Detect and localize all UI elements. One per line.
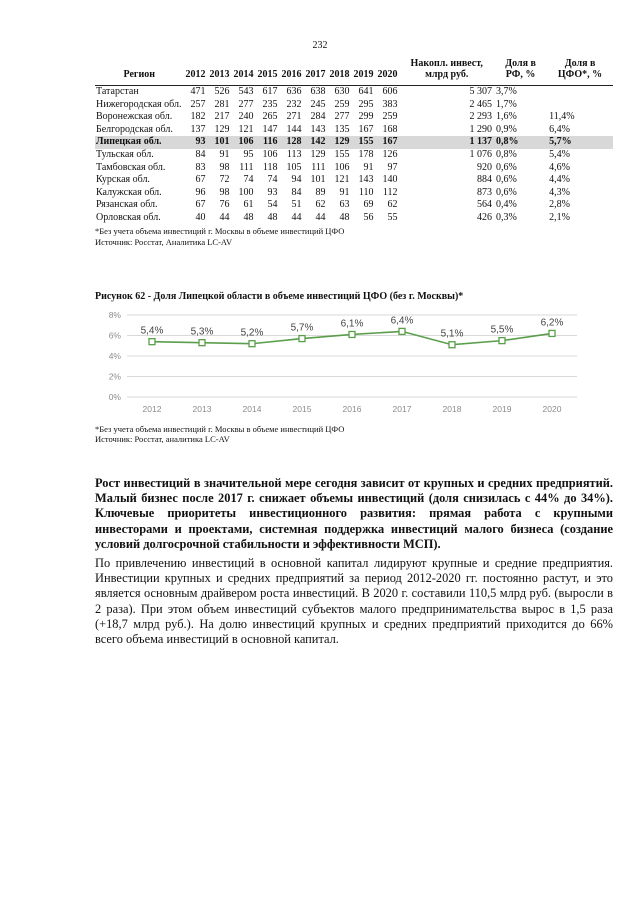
- x-tick-label: 2017: [392, 404, 412, 414]
- cell-region: Курская обл.: [96, 174, 150, 186]
- cell-value: 2 465: [469, 98, 493, 110]
- header-col-8: 2019: [351, 58, 375, 86]
- cell-value: 129: [214, 123, 230, 135]
- data-point: [149, 339, 155, 345]
- cell-region: Рязанская обл.: [96, 199, 158, 211]
- cell-value: 112: [382, 186, 398, 198]
- data-point: [299, 336, 305, 342]
- cell-value: 126: [382, 148, 398, 160]
- x-tick-label: 2019: [492, 404, 512, 414]
- cell-value: 93: [267, 186, 278, 198]
- cell-value: 129: [310, 148, 326, 160]
- cell-value: 920: [477, 161, 493, 173]
- cell-value: 143: [310, 123, 326, 135]
- cell-value: 96: [195, 186, 206, 198]
- cell-value: 240: [238, 111, 254, 123]
- cell-value: 1 290: [469, 123, 493, 135]
- cell-value: 257: [190, 98, 206, 110]
- body-paragraph: По привлечению инвестиций в основной капитал лидируют крупные и средние предприятия. Инвестиции крупных и средних предприятий за период 2012-2020 гг. постоянно растут, и это является основным драйвером роста инвестиций. В 2020 г. составили 110,5 млрд руб. (выросли в 2 раза). При этом объем инвестиций субъектов малого предпринимательства вырос в 1,5 раза (+18,7 млрд руб.). На долю инвестиций крупных и средних предприятий приходится до 66% всего объема инвестиций в основной капитал.: [95, 556, 613, 647]
- cell-value: [547, 99, 613, 112]
- data-point: [399, 328, 405, 334]
- header-col-10: Накопл. инвест, млрд руб.: [399, 58, 494, 86]
- cell-value: 2,1%: [549, 211, 570, 223]
- cell-value: 5,4%: [549, 148, 570, 160]
- cell-value: 129: [327, 136, 351, 149]
- cell-value: 44: [291, 211, 302, 223]
- table-row: [95, 99, 613, 112]
- table-body: [95, 86, 613, 225]
- cell-value: 4,6%: [549, 161, 570, 173]
- cell-value: 167: [358, 123, 374, 135]
- cell-value: 617: [262, 86, 278, 97]
- cell-value: 245: [310, 98, 326, 110]
- cell-value: 40: [195, 211, 206, 223]
- cell-value: 2 293: [469, 111, 493, 123]
- cell-value: 142: [303, 136, 327, 149]
- cell-value: 106: [334, 161, 350, 173]
- data-label: 5,3%: [190, 326, 214, 338]
- x-tick-label: 2018: [442, 404, 462, 414]
- cell-value: 67: [195, 199, 206, 211]
- cell-region: Тамбовская обл.: [96, 161, 166, 173]
- cell-value: 106: [262, 148, 278, 160]
- data-label: 5,2%: [240, 327, 264, 339]
- data-label: 6,1%: [340, 318, 364, 330]
- cell-region: Белгородская обл.: [96, 123, 173, 135]
- header-col-9: 2020: [375, 58, 399, 86]
- cell-value: 471: [190, 86, 206, 97]
- cell-value: 182: [190, 111, 206, 123]
- cell-value: 259: [382, 111, 398, 123]
- table-row: [95, 187, 613, 200]
- y-tick-label: 2%: [108, 371, 121, 382]
- x-tick-label: 2020: [542, 404, 562, 414]
- cell-value: 48: [243, 211, 254, 223]
- cell-value: 48: [267, 211, 278, 223]
- cell-value: 98: [219, 186, 230, 198]
- cell-value: 167: [375, 136, 399, 149]
- cell-value: 144: [286, 123, 302, 135]
- cell-value: 67: [195, 174, 206, 186]
- header-col-12: Доля в ЦФО*, %: [547, 58, 613, 86]
- header-col-6: 2017: [303, 58, 327, 86]
- x-tick-label: 2013: [192, 404, 212, 414]
- y-tick-label: 6%: [108, 330, 121, 341]
- cell-value: 72: [219, 174, 230, 186]
- cell-value: 101: [310, 174, 326, 186]
- table-row: [95, 111, 613, 124]
- cell-value: 1 076: [469, 148, 493, 160]
- cell-value: 98: [219, 161, 230, 173]
- data-label: 5,4%: [140, 325, 164, 337]
- cell-value: 426: [477, 211, 493, 223]
- header-col-11: Доля в РФ, %: [494, 58, 547, 86]
- table-row: [95, 174, 613, 187]
- header-col-2: 2013: [207, 58, 231, 86]
- cell-value: 1,6%: [496, 111, 517, 123]
- cell-value: 0,8%: [494, 136, 547, 149]
- cell-value: 137: [190, 123, 206, 135]
- header-col-5: 2016: [279, 58, 303, 86]
- cell-value: 56: [363, 211, 374, 223]
- chart-svg: [95, 309, 585, 417]
- cell-value: 0,6%: [496, 174, 517, 186]
- cell-value: 63: [339, 199, 350, 211]
- cell-value: 0,6%: [496, 186, 517, 198]
- cell-value: 83: [195, 161, 206, 173]
- table-row: [95, 162, 613, 175]
- cell-value: 91: [219, 148, 230, 160]
- chart-x-axis: [143, 404, 562, 414]
- cell-value: 1 137: [399, 136, 494, 149]
- key-conclusion-paragraph: Рост инвестиций в значительной мере сегодня зависит от крупных и средних предприятий. Малый бизнес после 2017 г. снижает объемы инвестиций (доля снизилась с 44% до 34%). Ключевые приоритеты инвестиционного развития: прямая работа с крупными инвесторами и проектами, системная поддержка инвестиций малого бизнеса (создание условий долгосрочной стабильности и эффективности МСП).: [95, 476, 613, 551]
- cell-value: 281: [214, 98, 230, 110]
- data-label: 5,1%: [440, 328, 464, 340]
- figure-notes: [95, 424, 615, 444]
- figure-source: Источник: Росстат, аналитика LC-AV: [95, 434, 230, 444]
- y-tick-label: 0%: [108, 392, 121, 402]
- cell-value: 630: [334, 86, 350, 97]
- cell-value: 128: [279, 136, 303, 149]
- x-tick-label: 2014: [242, 404, 262, 414]
- cell-value: 110: [358, 186, 374, 198]
- cell-value: 3,7%: [496, 86, 517, 97]
- cell-value: 383: [382, 98, 398, 110]
- table-footnote: *Без учета объема инвестиций г. Москвы в объеме инвестиций ЦФО: [95, 225, 345, 236]
- cell-value: 5 307: [469, 86, 493, 97]
- x-tick-label: 2016: [342, 404, 362, 414]
- cell-value: 140: [382, 174, 398, 186]
- cell-value: 113: [286, 148, 302, 160]
- cell-value: 44: [315, 211, 326, 223]
- cell-value: 1,7%: [496, 98, 517, 110]
- investment-table-block: [95, 58, 613, 247]
- table-row: [95, 136, 613, 149]
- cell-value: 44: [219, 211, 230, 223]
- cell-value: 295: [358, 98, 374, 110]
- cell-value: 147: [262, 123, 278, 135]
- data-point: [349, 331, 355, 337]
- cell-region: Тульская обл.: [96, 148, 154, 160]
- cell-value: 235: [262, 98, 278, 110]
- cell-value: 69: [363, 199, 374, 211]
- cell-value: 638: [310, 86, 326, 97]
- cell-value: 55: [387, 211, 398, 223]
- cell-value: [547, 86, 613, 99]
- cell-value: 111: [311, 161, 326, 173]
- table-row: [95, 149, 613, 162]
- table-row: [95, 124, 613, 137]
- cell-value: 265: [262, 111, 278, 123]
- cell-value: 0,4%: [496, 199, 517, 211]
- cell-region: Калужская обл.: [96, 186, 162, 198]
- x-tick-label: 2012: [142, 404, 162, 414]
- header-col-7: 2018: [327, 58, 351, 86]
- cell-value: 105: [286, 161, 302, 173]
- table-row: [95, 86, 613, 99]
- figure-footnote: *Без учета объема инвестиций г. Москвы в объеме инвестиций ЦФО: [95, 424, 345, 434]
- cell-value: 232: [286, 98, 302, 110]
- cell-value: 4,4%: [549, 174, 570, 186]
- cell-value: 873: [477, 186, 493, 198]
- cell-value: 641: [358, 86, 374, 97]
- data-label: 5,5%: [490, 324, 514, 336]
- cell-value: 61: [243, 199, 254, 211]
- cell-region: Нижегородская обл.: [96, 98, 182, 110]
- cell-value: 155: [351, 136, 375, 149]
- cell-value: 95: [243, 148, 254, 160]
- table-source: Источник: Росстат, Аналитика LC-AV: [95, 236, 233, 247]
- cell-region: Орловская обл.: [96, 211, 161, 223]
- chart-y-axis: [109, 310, 122, 402]
- cell-value: 143: [358, 174, 374, 186]
- cell-value: 74: [243, 174, 254, 186]
- table-row: [95, 199, 613, 212]
- cell-value: 0,3%: [496, 211, 517, 223]
- cell-value: 277: [334, 111, 350, 123]
- cell-value: 84: [195, 148, 206, 160]
- share-line-chart: [95, 309, 585, 422]
- cell-value: 74: [267, 174, 278, 186]
- header-region: Регион: [95, 58, 183, 86]
- cell-value: 100: [238, 186, 254, 198]
- cell-value: 89: [315, 186, 326, 198]
- cell-value: 121: [334, 174, 350, 186]
- cell-value: 0,9%: [496, 123, 517, 135]
- cell-value: 284: [310, 111, 326, 123]
- y-tick-label: 8%: [108, 310, 121, 320]
- cell-value: 84: [291, 186, 302, 198]
- cell-value: 0,6%: [496, 161, 517, 173]
- cell-region: Воронежская обл.: [96, 111, 173, 123]
- cell-value: 564: [477, 199, 493, 211]
- cell-value: 62: [387, 199, 398, 211]
- cell-value: 94: [291, 174, 302, 186]
- cell-value: 168: [382, 123, 398, 135]
- data-label: 6,4%: [390, 315, 414, 327]
- investment-table: [95, 58, 613, 225]
- cell-region: Татарстан: [96, 86, 139, 97]
- header-col-3: 2014: [231, 58, 255, 86]
- cell-value: 116: [255, 136, 279, 149]
- cell-value: 91: [339, 186, 350, 198]
- cell-value: 2,8%: [549, 199, 570, 211]
- cell-value: 62: [315, 199, 326, 211]
- cell-value: 121: [238, 123, 254, 135]
- cell-value: 526: [214, 86, 230, 97]
- table-row: [95, 212, 613, 225]
- data-point: [249, 341, 255, 347]
- figure-title: Рисунок 62 - Доля Липецкой области в объеме инвестиций ЦФО (без г. Москвы)*: [95, 291, 464, 302]
- cell-value: 606: [382, 86, 398, 97]
- cell-value: 51: [291, 199, 302, 211]
- data-label: 6,2%: [540, 317, 564, 329]
- cell-value: 271: [286, 111, 302, 123]
- cell-value: 118: [262, 161, 278, 173]
- cell-value: 48: [339, 211, 350, 223]
- cell-value: 5,7%: [547, 136, 613, 149]
- cell-value: 101: [207, 136, 231, 149]
- table-header-row: [95, 58, 613, 86]
- cell-value: 97: [387, 161, 398, 173]
- cell-value: 178: [358, 148, 374, 160]
- page-number: 232: [312, 40, 328, 51]
- data-point: [549, 330, 555, 336]
- y-tick-label: 4%: [108, 351, 121, 361]
- data-point: [449, 342, 455, 348]
- cell-value: 111: [239, 161, 254, 173]
- cell-value: 217: [214, 111, 230, 123]
- cell-value: 4,3%: [549, 186, 570, 198]
- cell-value: 155: [334, 148, 350, 160]
- cell-value: 93: [183, 136, 207, 149]
- cell-value: 6,4%: [549, 123, 570, 135]
- data-label: 5,7%: [290, 322, 314, 334]
- header-col-4: 2015: [255, 58, 279, 86]
- cell-value: 636: [286, 86, 302, 97]
- header-col-1: 2012: [183, 58, 207, 86]
- cell-value: 259: [334, 98, 350, 110]
- cell-value: 106: [231, 136, 255, 149]
- cell-value: 54: [267, 199, 278, 211]
- cell-value: 543: [238, 86, 254, 97]
- cell-value: 299: [358, 111, 374, 123]
- data-point: [199, 340, 205, 346]
- x-tick-label: 2015: [292, 404, 312, 414]
- cell-value: 91: [363, 161, 374, 173]
- cell-value: 884: [477, 174, 493, 186]
- cell-region: Липецкая обл.: [95, 136, 183, 149]
- data-point: [499, 338, 505, 344]
- cell-value: 76: [219, 199, 230, 211]
- cell-value: 0,8%: [496, 148, 517, 160]
- cell-value: 135: [334, 123, 350, 135]
- cell-value: 11,4%: [549, 111, 575, 123]
- cell-value: 277: [238, 98, 254, 110]
